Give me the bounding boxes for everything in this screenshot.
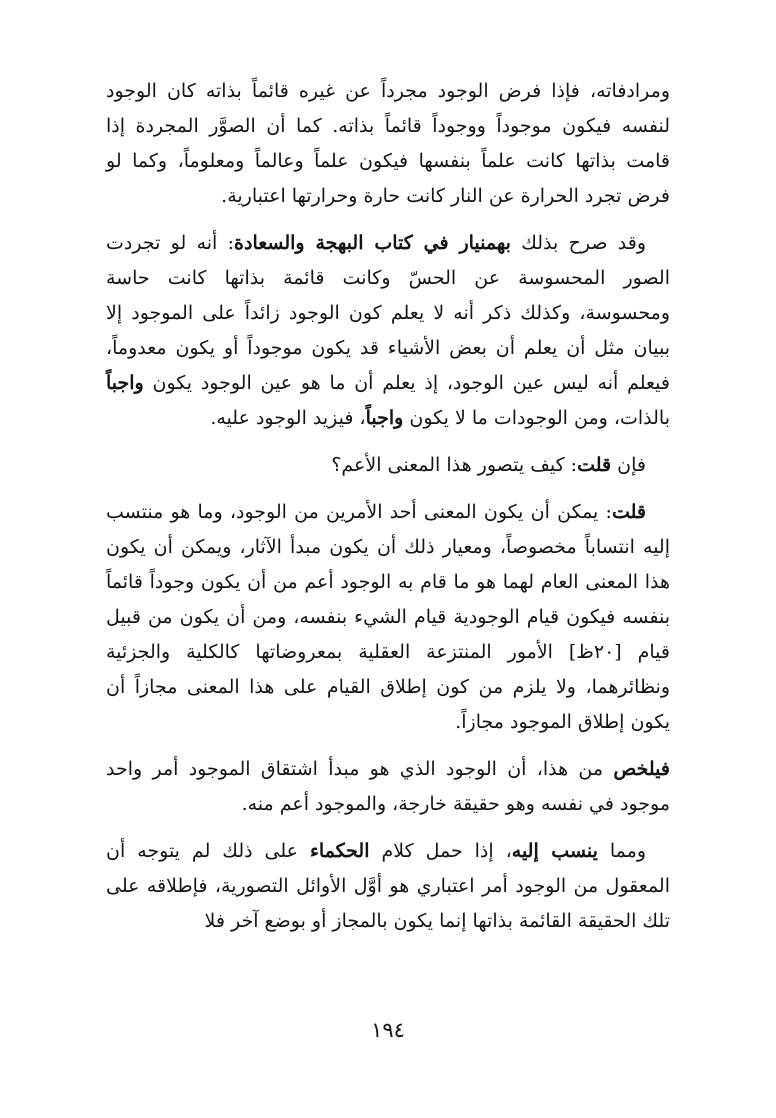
paragraph-2-bold-wajib-1: واجباً — [106, 372, 144, 394]
paragraph-3 — [106, 448, 670, 483]
paragraph-5-tail: من هذا، أن الوجود الذي هو مبدأ اشتقاق الموجود أمر واحد موجود في نفسه وهو حقيقة خارجة، والموجود أعم منه. — [106, 758, 670, 815]
paragraph-2-bold-wajib-2: واجباً — [365, 407, 404, 429]
paragraph-2-mid: : أنه لو تجردت الصور المحسوسة عن الحسّ وكانت قائمة بذاتها كانت حاسة ومحسوسة، وكذلك ذكر أنه لا يعلم كون الوجود زائداً على الموجود إلا ببيان مثل أن يعلم أن بعض الأشياء قد يكون موجوداً أو يكون معدوماً، فيعلم أنه ليس عين الوجود، إذ يعلم أن ما هو عين الوجود يكون — [106, 232, 670, 394]
paragraph-6-tail: على ذلك لم يتوجه أن المعقول من الوجود أمر اعتباري هو أوَّل الأوائل التصورية، فإطلاقه على تلك الحقيقة القائمة بذاتها إنما يكون بالمجاز أو بوضع آخر فلا — [106, 840, 670, 932]
paragraph-6-bold-hukama: الحكماء — [309, 840, 370, 862]
paragraph-5 — [106, 752, 670, 822]
paragraph-1 — [106, 74, 670, 214]
paragraph-2 — [106, 226, 670, 436]
paragraph-3-tail: : كيف يتصور هذا المعنى الأعم؟ — [331, 454, 578, 476]
paragraph-5-bold-yulakhkhas: فيلخص — [613, 758, 670, 780]
paragraph-4-tail: : يمكن أن يكون المعنى أحد الأمرين من الوجود، وما هو منتسب إليه انتساباً مخصوصاً، ومعيار ذلك أن يكون مبدأ الآثار، ويمكن أن يكون هذا المعنى العام لهما هو ما قام به الوجود أعم من أن يكون وجوداً قائماً بنفسه فيكون قيام الوجودية قيام الشيء بنفسه، ومن أن يكون من قبيل قيام [٢٠ظ] الأمور المنتزعة العقلية بمعروضاتها كالكلية والجزئية ونظائرهما، ولا يلزم من كون إطلاق القيام على هذا المعنى مجازاً أن يكون إطلاق الموجود مجازاً. — [106, 501, 670, 733]
paragraph-2-lead: وقد صرح بذلك — [510, 232, 647, 254]
paragraph-6-mid: ، إذا حمل كلام — [369, 840, 512, 862]
paragraph-4-bold-qult: قلت — [611, 501, 646, 523]
paragraph-2-tail: ، فيزيد الوجود عليه. — [210, 407, 366, 429]
paragraph-1-text: ومرادفاته، فإذا فرض الوجود مجرداً عن غيره قائماً بذاته كان الوجود لنفسه فيكون موجوداً ووجوداً قائماً بذاته. كما أن الصوَّر المجردة إذا قامت بذاتها كانت علماً بنفسها فيكون علماً وعالماً ومعلوماً، وكما لو فرض تجرد الحرارة عن النار كانت حارة وحرارتها اعتبارية. — [106, 80, 670, 207]
paragraph-2-mid2: بالذات، ومن الوجودات ما لا يكون — [403, 407, 670, 429]
paragraph-3-lead: فإن — [611, 454, 646, 476]
page-number: ١٩٤ — [371, 1018, 405, 1042]
paragraph-4 — [106, 495, 670, 740]
paragraph-6-bold-yunsab: ينسب إليه — [511, 840, 598, 862]
paragraph-2-bold-reference: بهمنيار في كتاب البهجة والسعادة — [234, 232, 511, 254]
paragraph-6-lead: ومما — [597, 840, 647, 862]
paragraph-6 — [106, 834, 670, 939]
paragraph-3-bold-qult: قلت — [577, 454, 612, 476]
